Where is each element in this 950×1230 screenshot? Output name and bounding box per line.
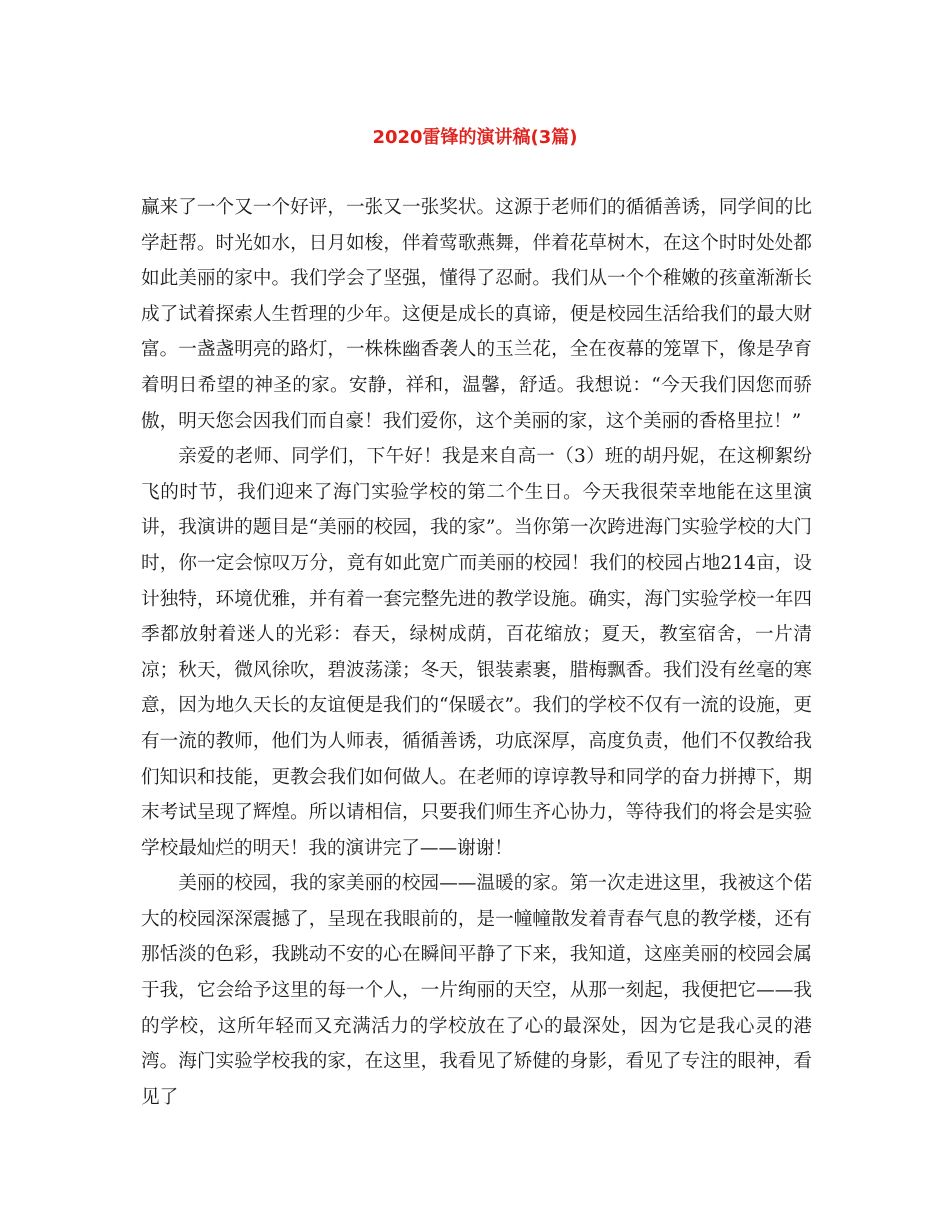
paragraph-continuation: 赢来了一个又一个好评，一张又一张奖状。这源于老师们的循循善诱，同学间的比学赶帮。时光如水，日月如梭，伴着莺歌燕舞，伴着花草树木，在这个时时处处都如此美丽的家中。我们学会了坚强，懂得了忍耐。我们从一个个稚嫩的孩童渐渐长成了试着探索人生哲理的少年。这便是成长的真谛，便是校园生活给我们的最大财富。一盏盏明亮的路灯，一株株幽香袭人的玉兰花，全在夜幕的笼罩下，像是孕育着明日希望的神圣的家。安静，祥和，温馨，舒适。我想说：“今天我们因您而骄傲，明天您会因我们而自豪！我们爱你，这个美丽的家，这个美丽的香格里拉！” <box>141 197 812 432</box>
paragraph-beautiful-campus: 美丽的校园，我的家美丽的校园——温暖的家。第一次走进这里，我被这个偌大的校园深深震撼了，呈现在我眼前的，是一幢幢散发着青春气息的教学楼，还有那恬淡的色彩，我跳动不安的心在瞬间平静了下来，我知道，这座美丽的校园会属于我，它会给予这里的每一个人，一片绚丽的天空，从那一刻起，我便把它——我的学校，这所年轻而又充满活力的学校放在了心的最深处，因为它是我心灵的港湾。海门实验学校我的家，在这里，我看见了矫健的身影，看见了专注的眼神，看见了 <box>141 873 812 1108</box>
paragraph-speech-campus: 亲爱的老师、同学们，下午好！我是来自高一（3）班的胡丹妮，在这柳絮纷飞的时节，我们迎来了海门实验学校的第二个生日。今天我很荣幸地能在这里演讲，我演讲的题目是“美丽的校园，我的家”。当你第一次跨进海门实验学校的大门时，你一定会惊叹万分，竟有如此宽广而美丽的校园！我们的校园占地214亩，设计独特，环境优雅，并有着一套完整先进的教学设施。确实，海门实验学校一年四季都放射着迷人的光彩：春天，绿树成荫，百花缩放；夏天，教室宿舍，一片清凉；秋天，微风徐吹，碧波荡漾；冬天，银装素裹，腊梅飘香。我们没有丝毫的寒意，因为地久天长的友谊便是我们的“保暖衣”。我们的学校不仅有一流的设施，更有一流的教师，他们为人师表，循循善诱，功底深厚，高度负责，他们不仅教给我们知识和技能，更教会我们如何做人。在老师的谆谆教导和同学的奋力拼搏下，期末考试呈现了辉煌。所以请相信，只要我们师生齐心协力，等待我们的将会是实验学校最灿烂的明天！我的演讲完了——谢谢！ <box>141 446 812 859</box>
document-title: 2020雷锋的演讲稿(3篇) <box>372 127 578 148</box>
document-body <box>141 190 812 1115</box>
